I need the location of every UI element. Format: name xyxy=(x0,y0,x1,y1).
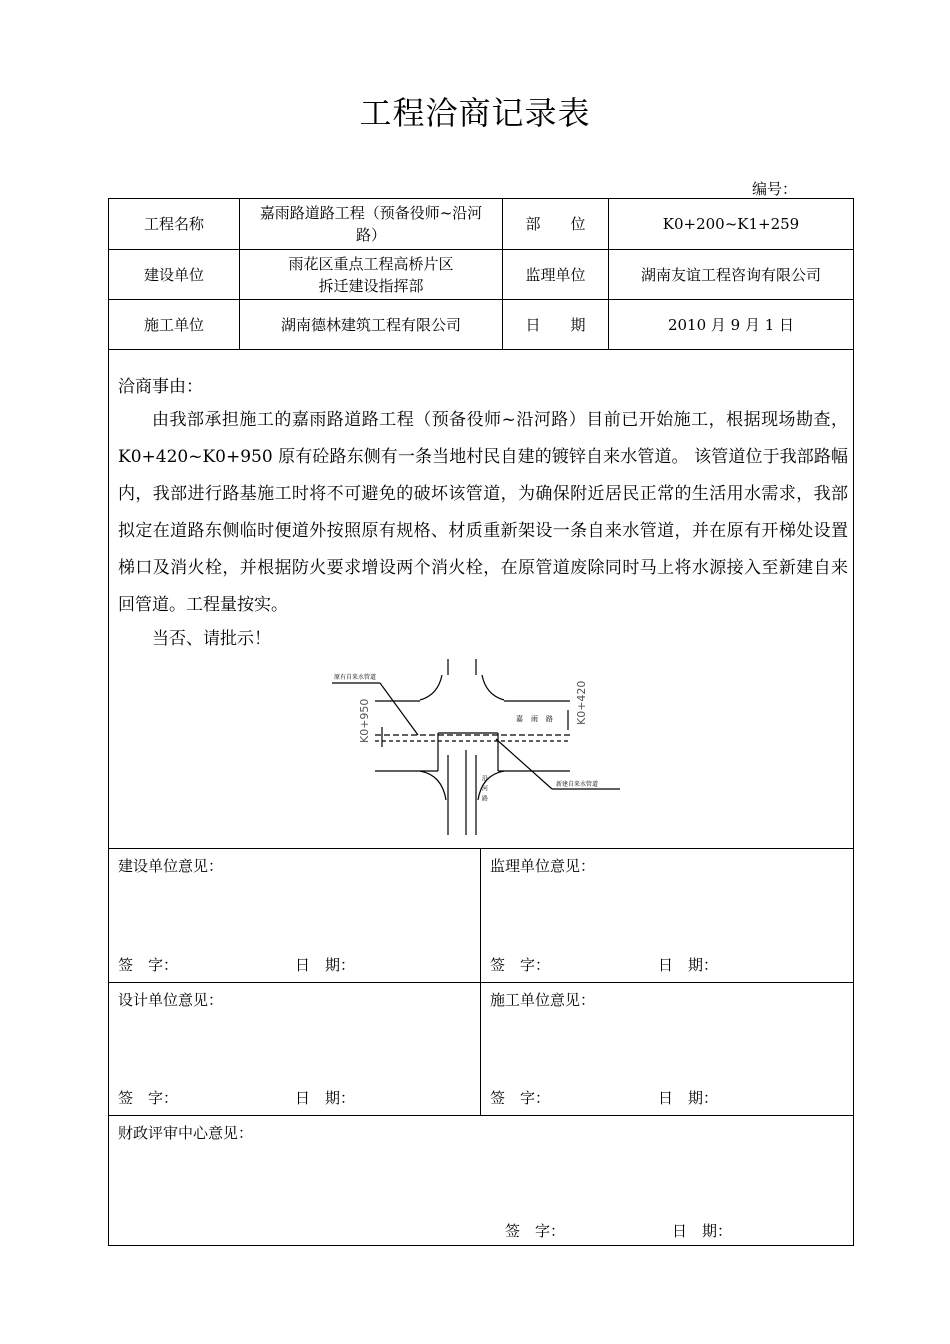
page-title: 工程洽商记录表 xyxy=(359,94,591,132)
designer-opinion-label: 设计单位意见： xyxy=(118,991,224,1009)
builder-label: 建设单位 xyxy=(143,265,204,284)
signature-label: 签 字： xyxy=(490,956,551,974)
date-signature-label: 日 期： xyxy=(658,956,719,974)
reason-heading: 洽商事由： xyxy=(118,377,203,397)
contractor-opinion-label: 施工单位意见： xyxy=(490,991,596,1009)
column-divider xyxy=(480,848,481,1115)
date-signature-label: 日 期： xyxy=(658,1089,719,1107)
contractor-label: 施工单位 xyxy=(143,315,204,334)
location-label: 部 位 xyxy=(525,215,586,233)
reason-closing: 当否、请批示！ xyxy=(152,629,271,649)
road-curve xyxy=(482,675,504,700)
label-existing-pipe: 原有自来水管道 xyxy=(334,674,377,681)
leader-line xyxy=(496,739,552,789)
supervisor-value: 湖南友谊工程咨询有限公司 xyxy=(640,265,821,284)
date-signature-label: 日 期： xyxy=(672,1222,733,1240)
builder-value: 雨花区重点工程高桥片区 拆迁建设指挥部 xyxy=(288,254,454,295)
date-label: 日 期 xyxy=(525,315,586,334)
signature-label: 签 字： xyxy=(118,956,179,974)
date-signature-label: 日 期： xyxy=(295,1089,356,1107)
contractor-value: 湖南德林建筑工程有限公司 xyxy=(280,315,461,334)
row-divider xyxy=(108,982,854,983)
row-divider xyxy=(108,848,854,849)
reason-body: 由我部承担施工的嘉雨路道路工程（预备役师~沿河路）目前已开始施工，根据现场勘查，K0+420~K0+950 原有砼路东侧有一条当地村民自建的镀锌自来水管道。 该管道位于我部路幅内，我部进行路基施工时将不可避免的破坏该管道，为确保附近居民正常的生活用水需求，我部拟定在道路东侧临时便道外按照原有规格、材质重新架设一条自来水管道，并在原有开梯处设置梯口及消火栓，并根据防火要求增设两个消火栓，在原管道废除同时马上将水源接入至新建自来回管道。工程量按实。 xyxy=(118,410,848,615)
row-divider xyxy=(108,349,854,350)
label-side-road: 沿河路 xyxy=(480,775,488,805)
road-curve xyxy=(420,675,442,700)
signature-label: 签 字： xyxy=(118,1089,179,1107)
date-value: 2010 月 9 月 1 日 xyxy=(667,315,795,334)
road-curve xyxy=(420,771,446,800)
supervisor-label: 监理单位 xyxy=(525,265,586,284)
leader-line xyxy=(380,683,418,735)
project-name-value: 嘉雨路道路工程（预备役师~沿河 路） xyxy=(259,204,483,244)
supervisor-opinion-label: 监理单位意见： xyxy=(490,857,596,875)
signature-label: 签 字： xyxy=(505,1222,566,1240)
signature-label: 签 字： xyxy=(490,1089,551,1107)
label-new-pipe: 新建自来水管道 xyxy=(556,781,599,788)
label-main-road: 嘉雨路 xyxy=(516,715,561,723)
pipe-layout-diagram xyxy=(320,655,650,840)
label-station-left: K0+950 xyxy=(358,698,371,743)
reason-section xyxy=(118,372,848,654)
builder-opinion-label: 建设单位意见： xyxy=(118,857,224,875)
project-name-label: 工程名称 xyxy=(143,215,204,233)
location-value: K0+200~K1+259 xyxy=(662,215,800,233)
label-station-right: K0+420 xyxy=(575,680,588,725)
serial-number-label: 编号： xyxy=(752,180,798,198)
row-divider xyxy=(108,1115,854,1116)
finance-opinion-label: 财政评审中心意见： xyxy=(118,1124,254,1142)
date-signature-label: 日 期： xyxy=(295,956,356,974)
